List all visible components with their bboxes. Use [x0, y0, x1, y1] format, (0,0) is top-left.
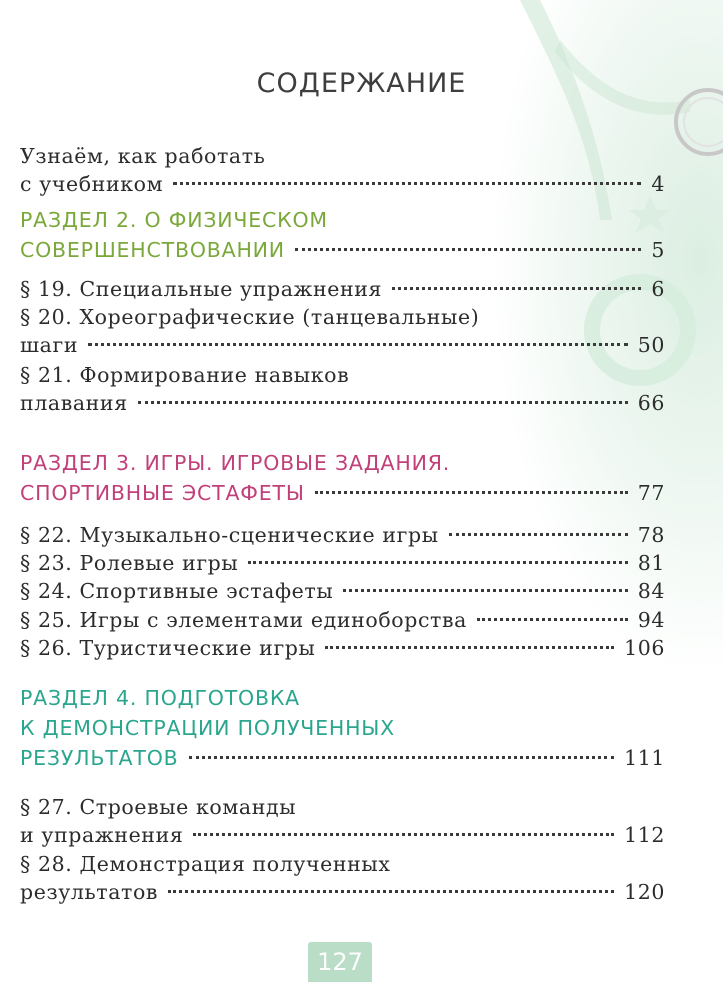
dot-leader: [343, 589, 627, 592]
toc-entry-text: § 25. Игры с элементами единоборства: [20, 608, 467, 632]
toc-entry-text: и упражнения: [20, 823, 184, 847]
toc-entry-text: § 24. Спортивные эстафеты: [20, 579, 334, 603]
toc-entry-text: плавания: [20, 391, 128, 415]
page-ref: 106: [624, 636, 665, 660]
toc-entry-text: § 26. Туристические игры: [20, 636, 316, 660]
page-ref: 77: [637, 481, 665, 505]
page-ref: 111: [624, 746, 665, 770]
section-heading: РАЗДЕЛ 3. ИГРЫ. ИГРОВЫЕ ЗАДАНИЯ.: [20, 451, 451, 475]
page-ref: 6: [651, 277, 665, 301]
dot-leader: [392, 287, 641, 290]
toc-entry-21[interactable]: [20, 361, 665, 417]
toc-entry-text: § 19. Специальные упражнения: [20, 277, 383, 301]
toc-entry-text: § 27. Строевые команды: [20, 795, 297, 819]
page-ref: 66: [637, 391, 665, 415]
page-ref: 112: [624, 823, 665, 847]
toc-entry-text: с учебником: [20, 172, 164, 196]
toc-entry-intro[interactable]: [20, 142, 665, 198]
toc-entry-text: § 23. Ролевые игры: [20, 551, 239, 575]
section-heading: РЕЗУЛЬТАТОВ: [20, 746, 179, 770]
toc-entry-text: § 28. Демонстрация полученных: [20, 852, 391, 876]
toc-entry-19[interactable]: [20, 275, 665, 303]
section-heading: К ДЕМОНСТРАЦИИ ПОЛУЧЕННЫХ: [20, 716, 396, 740]
toc-entry-text: § 21. Формирование навыков: [20, 363, 350, 387]
toc-entry-27[interactable]: [20, 793, 665, 849]
page-ref: 78: [637, 523, 665, 547]
page-title: СОДЕРЖАНИЕ: [256, 68, 467, 99]
dot-leader: [189, 756, 615, 759]
toc-entry-28[interactable]: [20, 850, 665, 906]
dot-leader: [248, 561, 627, 564]
toc-section-3[interactable]: [20, 448, 665, 508]
toc-entry-26[interactable]: [20, 634, 665, 662]
toc-entry-25[interactable]: [20, 606, 665, 634]
dot-leader: [325, 646, 614, 649]
page-ref: 50: [637, 333, 665, 357]
toc-entry-22[interactable]: [20, 521, 665, 549]
section-heading: РАЗДЕЛ 2. О ФИЗИЧЕСКОМ: [20, 208, 328, 232]
page-number: 127: [308, 942, 372, 982]
toc-entry-text: § 22. Музыкально-сценические игры: [20, 523, 439, 547]
dot-leader: [138, 401, 628, 404]
dot-leader: [295, 248, 641, 251]
page-ref: 84: [637, 579, 665, 603]
section-heading: РАЗДЕЛ 4. ПОДГОТОВКА: [20, 686, 301, 710]
page-ref: 81: [637, 551, 665, 575]
dot-leader: [449, 533, 628, 536]
dot-leader: [88, 343, 628, 346]
toc-entry-text: результатов: [20, 880, 159, 904]
section-heading: СОВЕРШЕНСТВОВАНИИ: [20, 238, 285, 262]
toc-entry-20[interactable]: [20, 303, 665, 359]
toc-entry-text: шаги: [20, 333, 79, 357]
page-ref: 4: [651, 172, 665, 196]
page-ref: 120: [624, 880, 665, 904]
toc-section-4[interactable]: [20, 683, 665, 773]
toc-section-2[interactable]: [20, 205, 665, 265]
dot-leader: [477, 618, 628, 621]
dot-leader: [315, 491, 628, 494]
page-ref: 94: [637, 608, 665, 632]
toc-entry-text: Узнаём, как работать: [20, 144, 266, 168]
toc-entry-24[interactable]: [20, 577, 665, 605]
dot-leader: [168, 890, 614, 893]
section-heading: СПОРТИВНЫЕ ЭСТАФЕТЫ: [20, 481, 305, 505]
page-ref: 5: [651, 238, 665, 262]
dot-leader: [173, 182, 641, 185]
toc-entry-23[interactable]: [20, 549, 665, 577]
toc-entry-text: § 20. Хореографические (танцевальные): [20, 305, 480, 329]
dot-leader: [193, 833, 614, 836]
